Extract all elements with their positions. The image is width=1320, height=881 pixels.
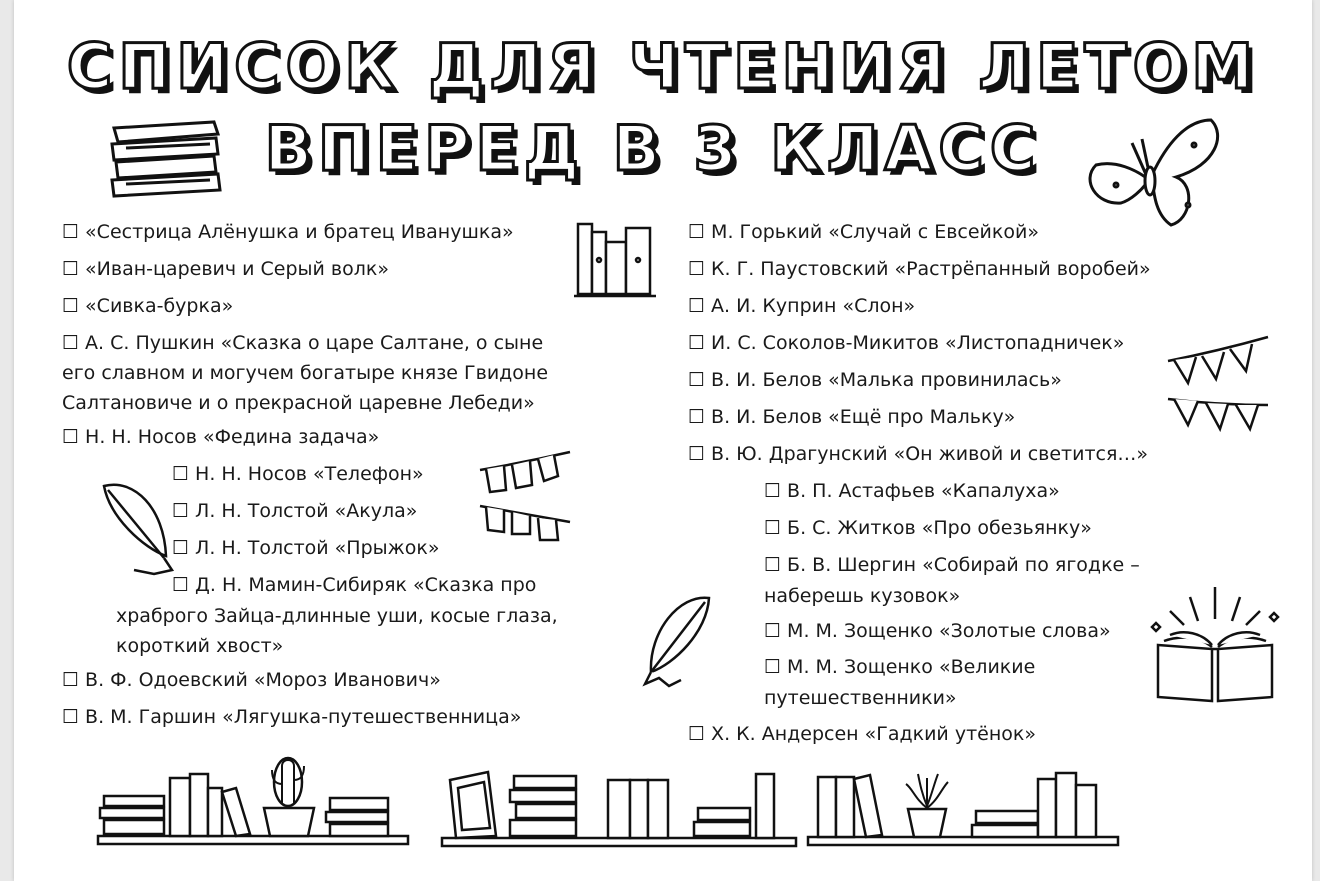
- checkbox[interactable]: ☐: [764, 656, 782, 678]
- checkbox[interactable]: ☐: [172, 537, 190, 559]
- butterfly-icon: [1076, 115, 1226, 230]
- checkbox[interactable]: ☐: [688, 369, 706, 391]
- bookshelf-icon: [798, 765, 1128, 850]
- list-item[interactable]: ☐ Х. К. Андерсен «Гадкий утёнок»: [688, 719, 1036, 749]
- bookshelf-icon: [94, 752, 424, 847]
- list-item[interactable]: ☐ В. И. Белов «Ещё про Мальку»: [688, 402, 1015, 432]
- checkbox[interactable]: ☐: [764, 620, 782, 642]
- bunting-icon: [478, 448, 574, 548]
- title-line-1: СПИСОК ДЛЯ ЧТЕНИЯ ЛЕТОМ: [66, 30, 1260, 103]
- book-spines-icon: [574, 220, 659, 300]
- checkbox[interactable]: ☐: [62, 295, 80, 317]
- list-item[interactable]: ☐ М. М. Зощенко «Великие: [764, 652, 1035, 682]
- checkbox[interactable]: ☐: [62, 258, 80, 280]
- list-item-continuation: храброго Зайца-длинные уши, косые глаза,: [116, 605, 558, 627]
- checkbox[interactable]: ☐: [688, 295, 706, 317]
- checkbox[interactable]: ☐: [688, 723, 706, 745]
- checkbox[interactable]: ☐: [688, 258, 706, 280]
- checkbox[interactable]: ☐: [764, 554, 782, 576]
- list-item[interactable]: ☐ В. М. Гаршин «Лягушка-путешественница»: [62, 702, 521, 732]
- checkbox[interactable]: ☐: [62, 426, 80, 448]
- list-item-continuation: путешественники»: [764, 687, 957, 709]
- checkbox[interactable]: ☐: [62, 332, 80, 354]
- list-item-continuation: наберешь кузовок»: [764, 585, 961, 607]
- list-item[interactable]: ☐ «Сивка-бурка»: [62, 291, 233, 321]
- list-item[interactable]: ☐ Л. Н. Толстой «Акула»: [172, 496, 417, 526]
- list-item[interactable]: ☐ В. П. Астафьев «Капалуха»: [764, 476, 1060, 506]
- bunting-icon: [1166, 333, 1272, 441]
- bookshelf-icon: [438, 762, 803, 852]
- checkbox[interactable]: ☐: [62, 669, 80, 691]
- list-item[interactable]: ☐ М. Горький «Случай с Евсейкой»: [688, 217, 1039, 247]
- checkbox[interactable]: ☐: [688, 221, 706, 243]
- list-item[interactable]: ☐ Б. В. Шергин «Собирай по ягодке –: [764, 550, 1140, 580]
- plant-icon: [902, 770, 952, 812]
- open-book-icon: [1150, 583, 1280, 708]
- list-item[interactable]: ☐ В. И. Белов «Малька провинилась»: [688, 365, 1062, 395]
- feather-icon: [629, 592, 719, 692]
- list-item[interactable]: ☐ Н. Н. Носов «Телефон»: [172, 459, 424, 489]
- title-line-2: ВПЕРЕД В 3 КЛАСС: [264, 112, 1042, 185]
- list-item-continuation: Салтановиче и о прекрасной царевне Лебеди»: [62, 392, 535, 414]
- books-stack-icon: [106, 118, 226, 198]
- reading-list-sheet: [14, 0, 1312, 881]
- cactus-icon: [264, 756, 314, 806]
- checkbox[interactable]: ☐: [172, 574, 190, 596]
- feather-icon: [94, 478, 184, 578]
- checkbox[interactable]: ☐: [688, 443, 706, 465]
- checkbox[interactable]: ☐: [62, 706, 80, 728]
- list-item[interactable]: ☐ «Сестрица Алёнушка и братец Иванушка»: [62, 217, 514, 247]
- list-item[interactable]: ☐ Л. Н. Толстой «Прыжок»: [172, 533, 440, 563]
- checkbox[interactable]: ☐: [764, 480, 782, 502]
- list-item[interactable]: ☐ К. Г. Паустовский «Растрёпанный воробей»: [688, 254, 1151, 284]
- checkbox[interactable]: ☐: [688, 332, 706, 354]
- list-item-continuation: его славном и могучем богатыре князе Гвидоне: [62, 362, 549, 384]
- list-item[interactable]: ☐ Н. Н. Носов «Федина задача»: [62, 422, 379, 452]
- checkbox[interactable]: ☐: [62, 221, 80, 243]
- checkbox[interactable]: ☐: [172, 463, 190, 485]
- list-item[interactable]: ☐ А. И. Куприн «Слон»: [688, 291, 915, 321]
- list-item[interactable]: ☐ Б. С. Житков «Про обезьянку»: [764, 513, 1092, 543]
- list-item[interactable]: ☐ В. Ф. Одоевский «Мороз Иванович»: [62, 665, 441, 695]
- list-item-continuation: короткий хвост»: [116, 635, 284, 657]
- list-item[interactable]: ☐ Д. Н. Мамин-Сибиряк «Сказка про: [172, 570, 536, 600]
- list-item[interactable]: ☐ «Иван-царевич и Серый волк»: [62, 254, 389, 284]
- checkbox[interactable]: ☐: [688, 406, 706, 428]
- checkbox[interactable]: ☐: [764, 517, 782, 539]
- checkbox[interactable]: ☐: [172, 500, 190, 522]
- list-item[interactable]: ☐ А. С. Пушкин «Сказка о царе Салтане, о сыне: [62, 328, 543, 358]
- list-item[interactable]: ☐ И. С. Соколов-Микитов «Листопадничек»: [688, 328, 1124, 358]
- list-item[interactable]: ☐ В. Ю. Драгунский «Он живой и светится…»: [688, 439, 1148, 469]
- list-item[interactable]: ☐ М. М. Зощенко «Золотые слова»: [764, 616, 1111, 646]
